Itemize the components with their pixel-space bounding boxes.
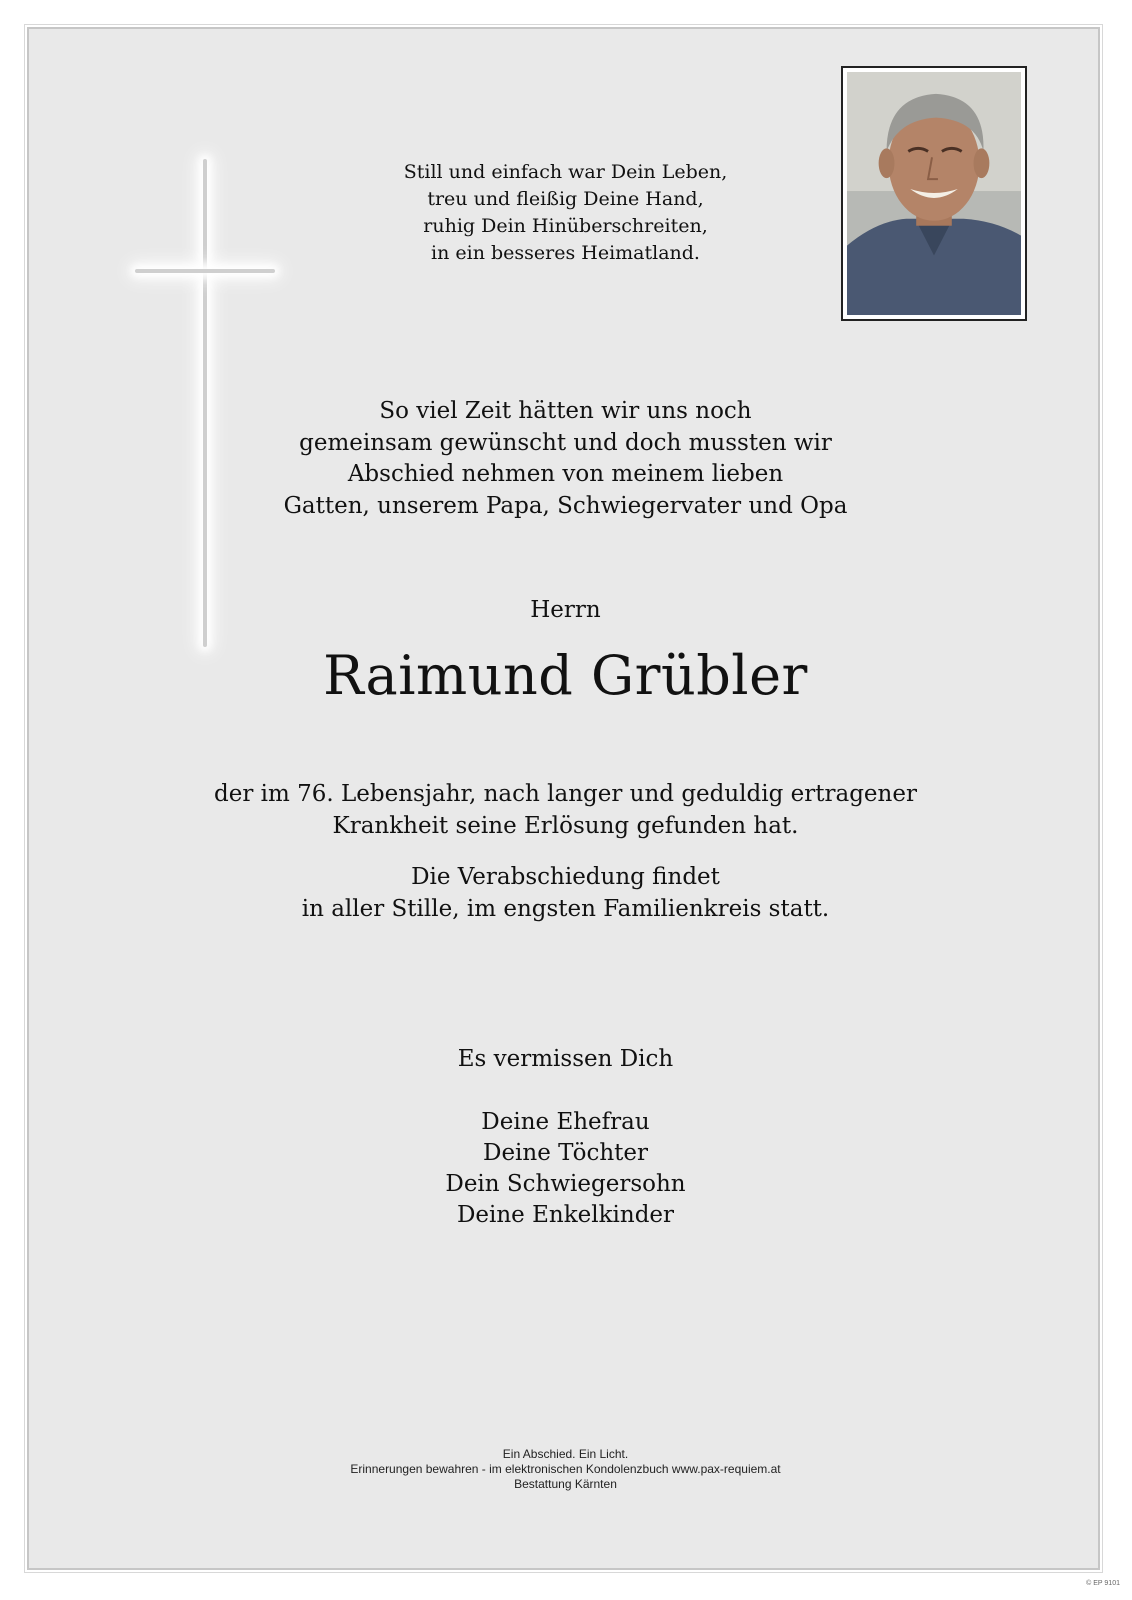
poem-line: in ein besseres Heimatland. [431,242,700,264]
passing-text [29,779,1102,842]
family-member: Deine Ehefrau [481,1109,650,1135]
cross-icon-bar [135,269,275,273]
poem [29,159,1102,267]
passing-line: Krankheit seine Erlösung gefunden hat. [332,812,799,839]
family-list [29,1107,1102,1231]
poem-line: Still und einfach war Dein Leben, [403,161,728,183]
missed-by-heading: Es vermissen Dich [457,1046,674,1072]
intro-line: So viel Zeit hätten wir uns noch [379,398,752,424]
footer-link[interactable]: Erinnerungen bewahren - im elektronischen Kondolenzbuch www.pax-requiem.at [350,1462,781,1476]
print-code: © EP 9101 [1086,1580,1120,1587]
intro-line: Abschied nehmen von meinem lieben [347,461,784,487]
deceased-name: Raimund Grübler [323,644,808,707]
poem-line: ruhig Dein Hinüberschreiten, [423,215,708,237]
family-member: Deine Enkelkinder [456,1202,675,1228]
farewell-line: Die Verabschiedung findet [411,864,720,890]
passing-line: der im 76. Lebensjahr, nach langer und geduldig ertragener [214,781,917,807]
footer [29,1447,1102,1492]
family-member: Deine Töchter [483,1140,648,1166]
intro-line: gemeinsam gewünscht und doch mussten wir [299,429,832,456]
intro-line: Gatten, unserem Papa, Schwiegervater und Opa [283,492,848,519]
footer-line: Ein Abschied. Ein Licht. [502,1447,629,1461]
farewell-text [29,862,1102,925]
farewell-line: in aller Stille, im engsten Familienkreis statt. [301,895,830,922]
intro-text [29,396,1102,522]
family-member: Dein Schwiegersohn [445,1171,686,1197]
obituary-card [27,27,1100,1570]
footer-line: Bestattung Kärnten [514,1477,617,1491]
salutation: Herrn [530,597,601,623]
poem-line: treu und fleißig Deine Hand, [427,188,704,210]
